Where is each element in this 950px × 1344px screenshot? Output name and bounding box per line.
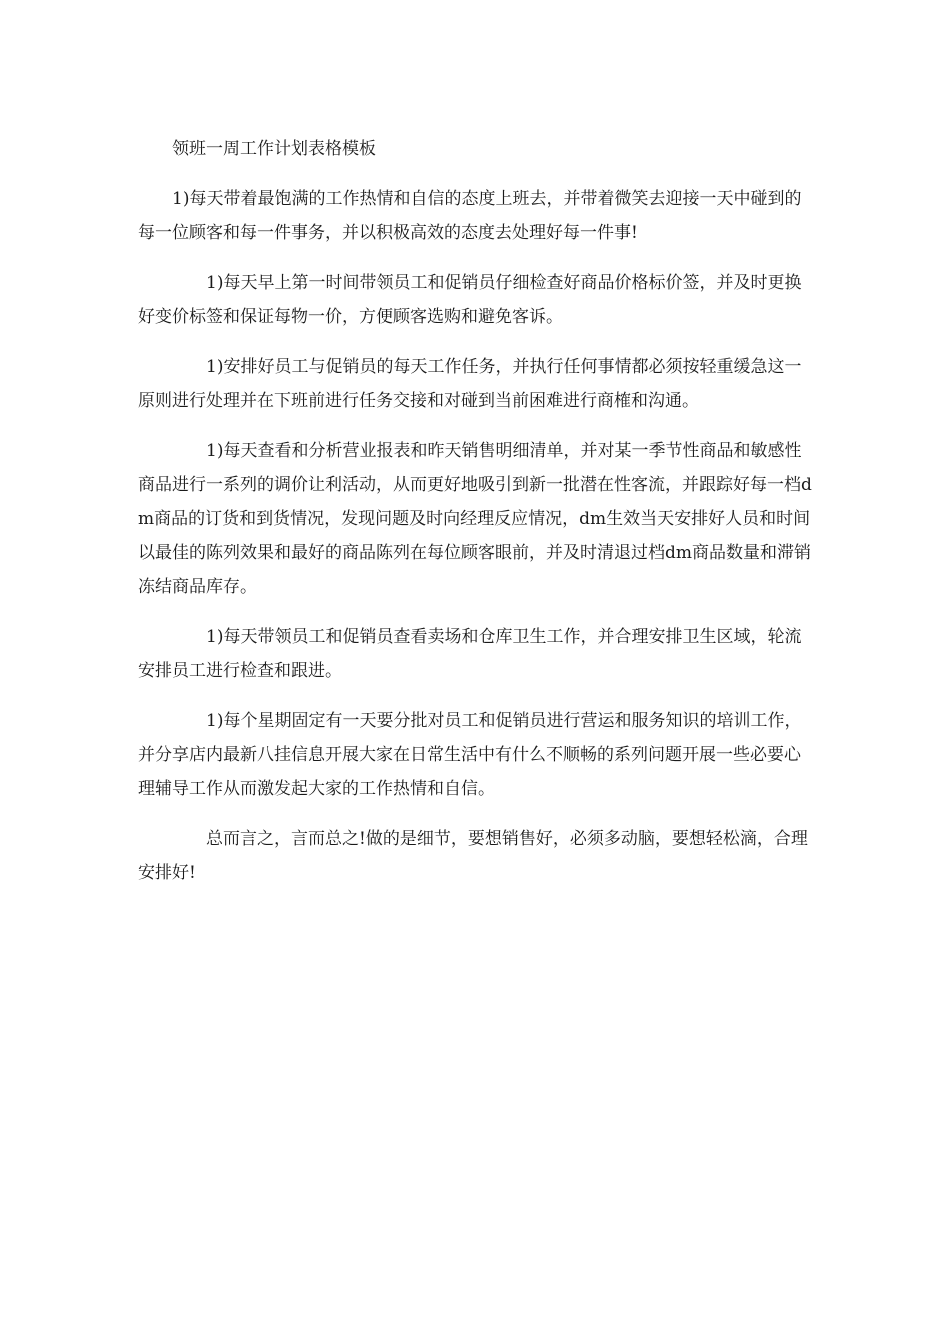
paragraph-5: 1)每天带领员工和促销员查看卖场和仓库卫生工作，并合理安排卫生区域，轮流安排员工进行检查和跟进。 bbox=[138, 627, 802, 681]
paragraph-3: 1)安排好员工与促销员的每天工作任务，并执行任何事情都必须按轻重缓急这一原则进行处理并在下班前进行任务交接和对碰到当前困难进行商榷和沟通。 bbox=[138, 357, 802, 411]
document-body bbox=[138, 132, 814, 906]
document-title: 领班一周工作计划表格模板 bbox=[172, 139, 376, 159]
paragraph-4: 1)每天查看和分析营业报表和昨天销售明细清单，并对某一季节性商品和敏感性商品进行一系列的调价让利活动，从而更好地吸引到新一批潜在性客流，并跟踪好每一档dm商品的订货和到货情况，发现问题及时向经理反应情况，dm生效当天安排好人员和时间以最佳的陈列效果和最好的商品陈列在每位顾客眼前，并及时清退过档dm商品数量和滞销冻结商品库存。 bbox=[138, 441, 812, 597]
paragraph-2: 1)每天早上第一时间带领员工和促销员仔细检查好商品价格标价签，并及时更换好变价标签和保证每物一价，方便顾客选购和避免客诉。 bbox=[138, 273, 802, 327]
paragraph-1: 1)每天带着最饱满的工作热情和自信的态度上班去，并带着微笑去迎接一天中碰到的每一位顾客和每一件事务，并以积极高效的态度去处理好每一件事! bbox=[138, 189, 802, 243]
paragraph-7: 总而言之，言而总之!做的是细节，要想销售好，必须多动脑，要想轻松滴，合理安排好! bbox=[138, 829, 808, 883]
paragraph-6: 1)每个星期固定有一天要分批对员工和促销员进行营运和服务知识的培训工作，并分享店内最新八挂信息开展大家在日常生活中有什么不顺畅的系列问题开展一些必要心理辅导工作从而激发起大家的工作热情和自信。 bbox=[138, 711, 802, 799]
